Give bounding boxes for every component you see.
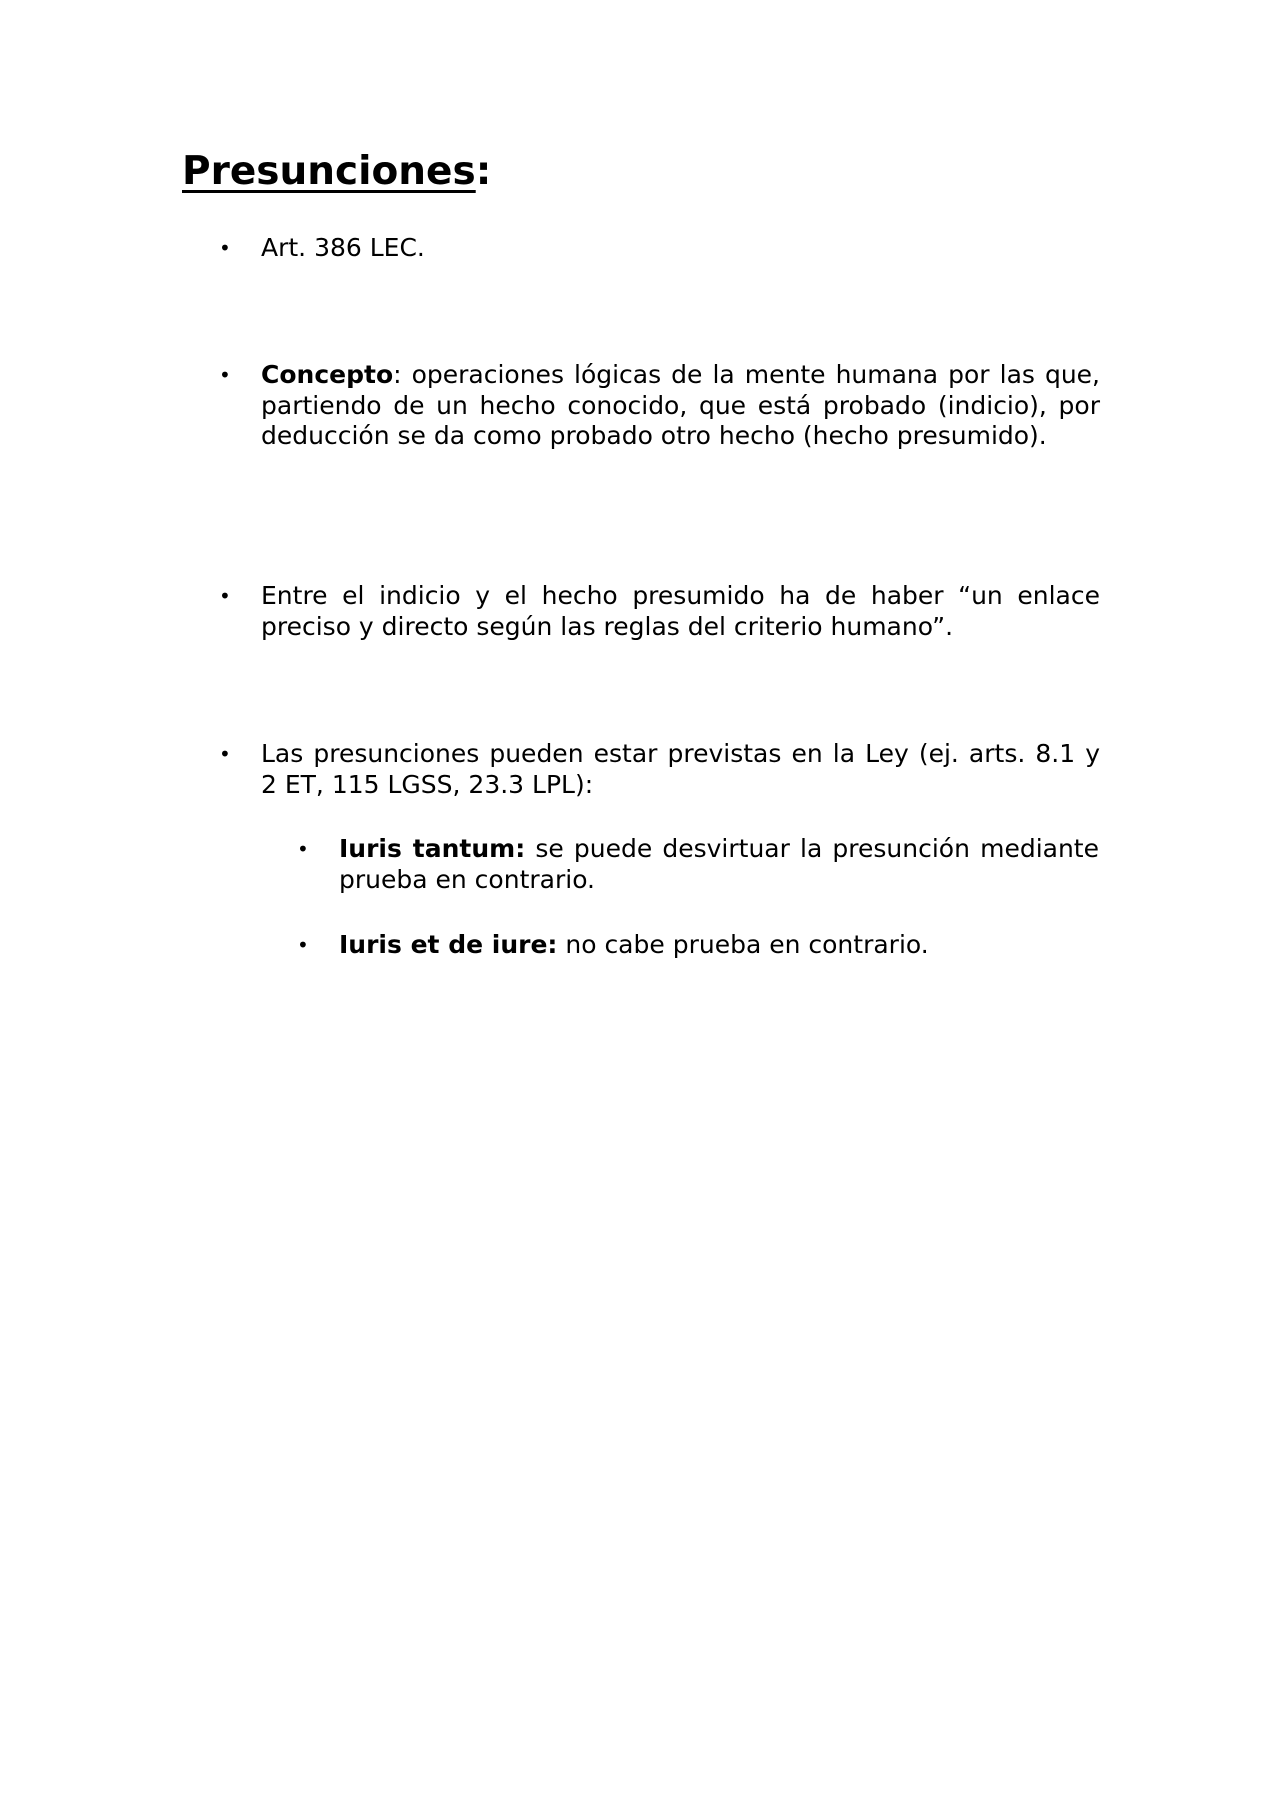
list-item-text: Entre el indicio y el hecho presumido ha de haber “un enlace preciso y directo según las reglas del criterio humano”. — [261, 581, 1100, 641]
sub-item-bold: Iuris tantum: — [339, 834, 526, 863]
sub-item-iuris-et-de-iure — [297, 930, 1099, 961]
bullet-icon: • — [219, 363, 231, 387]
list-item-content — [261, 739, 1100, 800]
bullet-icon: • — [219, 236, 231, 260]
list-item-article — [219, 233, 1100, 264]
sub-item-bold: Iuris et de iure: — [339, 930, 558, 959]
bullet-icon: • — [219, 742, 231, 766]
page-title — [182, 146, 491, 198]
sub-item-content — [339, 930, 1099, 961]
list-item-text: : operaciones lógicas de la mente humana por las que, partiendo de un hecho conocido, que está probado (indicio), por deducción se da como probado otro hecho (hecho presumido). — [261, 360, 1100, 450]
list-item-bold: Concepto — [261, 360, 394, 389]
bullet-icon: • — [297, 837, 309, 861]
sub-item-iuris-tantum — [297, 834, 1099, 895]
sub-item-text: no cabe prueba en contrario. — [557, 930, 929, 959]
title-text: Presunciones — [182, 149, 476, 194]
title-colon: : — [475, 149, 492, 194]
list-item-content — [261, 233, 1100, 264]
list-item-content — [261, 581, 1100, 642]
sub-item-text: se puede desvirtuar la presunción mediante prueba en contrario. — [339, 834, 1099, 894]
list-item-text: Art. 386 LEC. — [261, 233, 425, 262]
sub-item-content — [339, 834, 1099, 895]
list-item-content — [261, 360, 1100, 452]
list-item-enlace — [219, 581, 1100, 642]
list-item-concepto — [219, 360, 1100, 452]
bullet-icon: • — [219, 584, 231, 608]
list-item-ley — [219, 739, 1100, 800]
bullet-icon: • — [297, 933, 309, 957]
list-item-text: Las presunciones pueden estar previstas en la Ley (ej. arts. 8.1 y 2 ET, 115 LGSS, 23.3 LPL): — [261, 739, 1100, 799]
